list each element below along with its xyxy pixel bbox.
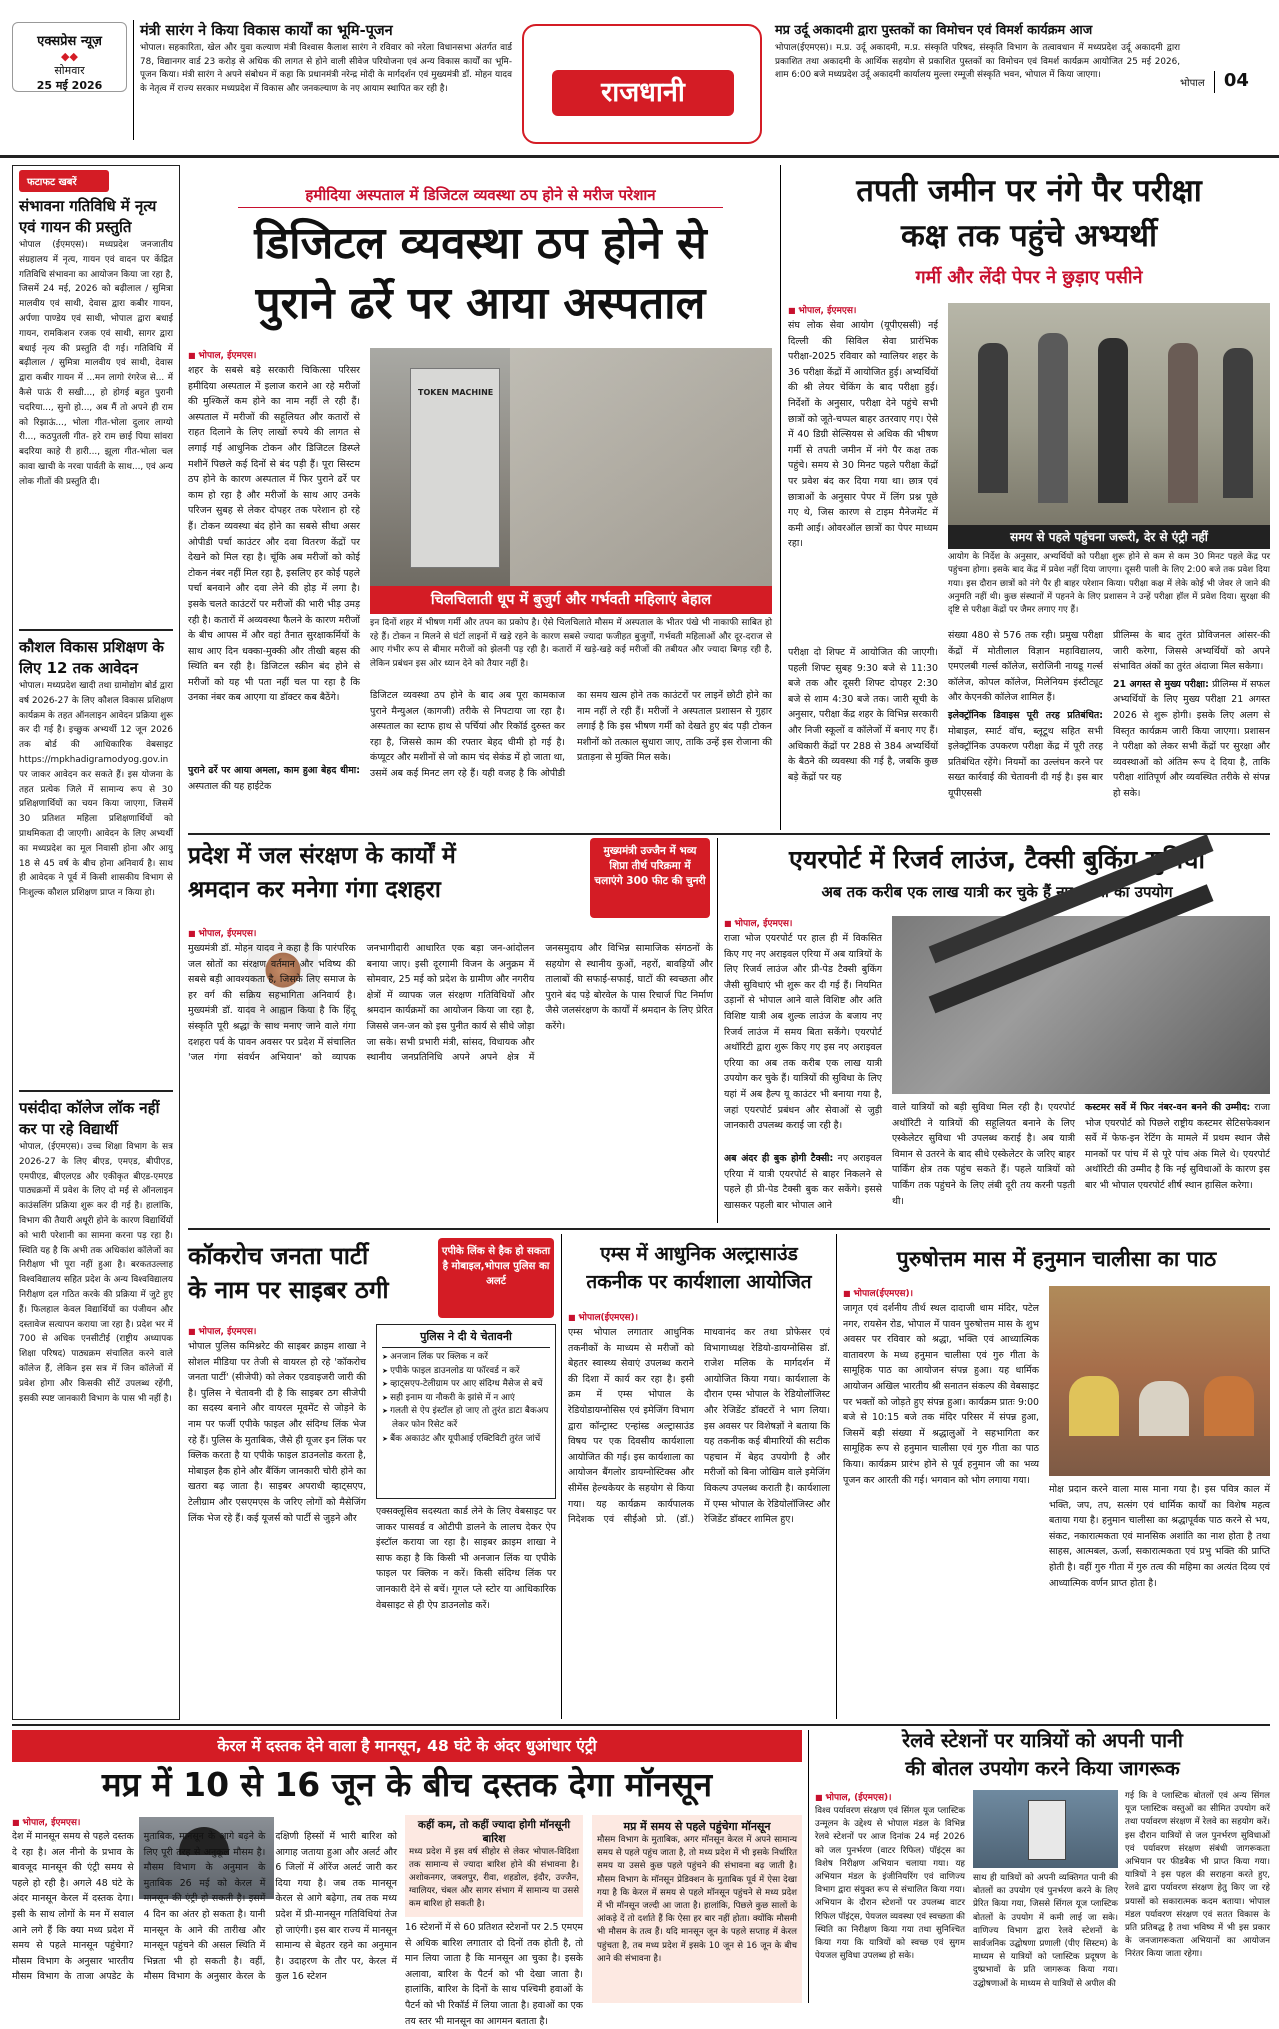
hospital-kicker: हमीदिया अस्पताल में डिजिटल व्यवस्था ठप होने से मरीज परेशान	[305, 186, 656, 204]
exam-story	[788, 165, 1270, 830]
exam-col1	[788, 303, 938, 828]
airport-headline: एयरपोर्ट में रिजर्व लाउंज, टैक्सी बुकिंग सुविधा	[789, 845, 1205, 874]
monsoon-right-box	[592, 1815, 802, 2003]
ganga-badge: मुख्यमंत्री उज्जैन में भव्य शिप्रा तीर्थ परिक्रमा में चलाएंगे 300 फीट की चुनरी	[590, 838, 710, 918]
page-number: 04	[1223, 70, 1249, 91]
hospital-headline-line1: डिजिटल व्यवस्था ठप होने से	[254, 218, 707, 269]
hospital-byline: ■ भोपाल, ईएमएस।	[188, 348, 360, 361]
monsoon-body: देश में मानसून समय से पहले दस्तक दे रहा है। अल नीनो के प्रभाव के बावजूद मानसून की एंट्री समय से पहले हो रही है। अगले 48 घंटे के अंदर मानसून केरल में दस्तक देगा। इसी के साथ लोगों के मन में सवाल आने लगे हैं कि क्या मध्य प्रदेश में समय से पहले मानसून पहुंचेगा? मौसम विभाग के अनुसार भारतीय मौसम विभाग के ताजा अपडेट के मुताबिक, मानसून के आगे बढ़ने के लिए पूरी तरह से अनुकूल मौसम है। मौसम विभाग के अनुमान के मुताबिक 26 मई को केरल में मानसून की एंट्री हो सकती है। इसमें 4 दिन का अंतर हो सकता है। यानी मानसून के आने की तारीख और मानसून पहुंचने की असल स्थिति में भिन्नता भी हो सकती है। वहीं, मौसम विभाग के अनुसार केरल के दक्षिणी हिस्सों में भारी बारिश को आगाह जताया हुआ और अलर्ट और 6 जिलों में ऑरेंज अलर्ट जारी कर दिया गया है। जब तक मानसून केरल से आगे बढ़ेगा, तब तक मध्य प्रदेश में प्री-मानसून गतिविधियां तेज हो जाएंगी। इस बार राज्य में मानसून सामान्य से बेहतर रहने का अनुमान है। उदाहरण के तौर पर, केरल में कुल 16 स्टेशन	[12, 1831, 397, 1983]
ganga-headline-line1: प्रदेश में जल संरक्षण के कार्यों में	[188, 843, 456, 869]
monsoon-side-box-head: कहीं कम, तो कहीं ज्यादा होगी मॉनसूनी बारिश	[417, 1819, 571, 1845]
exam-body-col2: संख्या 480 से 576 तक रही। प्रमुख परीक्षा केंद्रों में मोतीलाल विज्ञान महाविद्यालय, एमएलबी गर्ल्स कॉलेज, सरोजिनी नायडू गर्ल्स कॉलेज, कोपल कॉलेज, मिलेनियम इंस्टीट्यूट और केएनकी कॉलेज शामिल हैं।	[948, 630, 1103, 704]
exam-col3	[1113, 628, 1270, 828]
sidebar-story1-body: भोपाल (ईएमएस)। मध्यप्रदेश जनजातीय संग्रहालय में नृत्य, गायन एवं वादन पर केंद्रित गतिविधि संभावना का आयोजन किया जा रहा है, जिसमें 24 मई, 2026 को बढ़ीलाल / सुमित्रा मालवीय एवं साथी, देवास द्वारा कबीर गायन, अर्पणा पाण्डेय एवं साथी, भोपाल द्वारा बधाई गायन, रामकिशन रजक एवं साथी, सागर द्वारा बधाई नृत्य की प्रस्तुति दी गई। गतिविधि में बढ़ीलाल / सुमित्रा मालवीय एवं साथी, देवास द्वारा कबीर गायन में ...मन लागो रंगरेज से... में कैसे पाऊं री सखी..., हो होगई बहुत पुरानी चदरिया..., सुनो हो..., अब मैं तो अपने ही राम को रिझाऊं..., भोला गीत-भोला दुलार लाग्यो री..., कठपुतली गीत- हरे राम छाई पिया सांवरा बदरिया काहे री हारी..., झूला गीत-भोला चल कावा खाची के नरवा पार्वती के साथ..., एवं अन्य लोक गीतों की प्रस्तुति दी।	[19, 240, 173, 487]
hospital-story	[188, 165, 773, 830]
police-box-head: पुलिस ने दी ये चेतावनी	[382, 1329, 550, 1348]
token-machine-label: TOKEN MACHINE	[418, 388, 494, 397]
monsoon-banner: केरल में दस्तक देने वाला है मानसून, 48 घंटे के अंदर धुआंधार एंट्री	[12, 1730, 802, 1762]
monsoon-side-box	[405, 1815, 583, 1917]
arrow-bullet-icon: ➤	[382, 1393, 391, 1402]
police-warning-item: ➤ गलती से ऐप इंस्टॉल हो जाए तो तुरंत डाटा बैकअप लेकर फोन रिसेट करें	[382, 1406, 549, 1430]
top-right-body: भोपाल(ईएमएस)। म.प्र. उर्दू अकादमी, म.प्र. संस्कृति परिषद, संस्कृति विभाग के तत्वावधान में मध्यप्रदेश उर्दू अकादमी द्वारा प्रकाशित तथा अकादमी के आर्थिक सहयोग से प्रकाशित पुस्तकों का विमोचन एवं विमर्श कार्यक्रम आयोजित 25 मई 2026, शाम 6:00 बजे मध्यप्रदेश उर्दू अकादमी कार्यालय मुल्ला रम्मूजी संस्कृति भवन, भोपाल में किया जाएगा।	[775, 43, 1180, 81]
airport-subhead: अब अंदर ही बुक होगी टैक्सी:	[724, 1153, 834, 1164]
aiims-headline-line1: एम्स में आधुनिक अल्ट्रासाउंड	[600, 1243, 798, 1265]
hospital-body-rest: डिजिटल व्यवस्था ठप होने के बाद अब पूरा कामकाज पुराने मैन्युअल (कागजी) तरीके से निपटाया जा रहा है। अस्पताल का स्टाफ हाथ से पर्चियां और रिकॉर्ड दुरुस्त कर रहा है, जिससे काम की रफ्तार बेहद धीमी हो गई है। कंप्यूटर और मशीनों से जो काम चंद सेकंड में हो जाता था, उसमें अब कई मिनट लग रहे हैं। यही वजह है कि ओपीडी का समय खत्म होने तक काउंटरों पर लाइनें छोटी होने का नाम नहीं ले रही हैं। मरीजों ने अस्पताल प्रशासन से गुहार लगाई है कि इस भीषण गर्मी को देखते हुए बंद पड़ी टोकन मशीनों को तत्काल सुधारा जाए, ताकि उन्हें इस रोजाना की प्रताड़ना से मुक्ति मिल सके।	[370, 690, 772, 779]
aiims-headline-line2: तकनीक पर कार्यशाला आयोजित	[586, 1271, 812, 1293]
hanuman-story	[843, 1234, 1270, 1719]
hanuman-body2: मोक्ष प्रदान करने वाला मास माना गया है। इस पवित्र काल में भक्ति, जप, तप, सत्संग एवं धार्मिक कार्यों का विशेष महत्व बताया गया है। हनुमान चालीसा का श्रद्धापूर्वक पाठ करने से भय, संकट, नकारात्मकता एवं मानसिक अशांति का नाश होता है तथा साहस, आत्मबल, ऊर्जा, सकारात्मकता एवं प्रभु भक्ति की प्राप्ति होती है। वहीं गुरु गीता में गुरु तत्व की महिमा का अत्यंत दिव्य एवं आध्यात्मिक वर्णन प्राप्त होता है।	[1049, 1484, 1270, 1589]
railway-headline-line2: की बोतल उपयोग करने किया जागरूक	[905, 1757, 1180, 1780]
monsoon-byline: ■ भोपाल, ईएमएस।	[12, 1815, 137, 1828]
hanuman-byline: ■ भोपाल(ईएमएस)।	[843, 1286, 1039, 1299]
exam-body-col1: संघ लोक सेवा आयोग (यूपीएससी) नई दिल्ली की सिविल सेवा प्रारंभिक परीक्षा-2025 रविवार को ग्वालियर शहर के 36 परीक्षा केंद्रों में आयोजित हुई। अभ्यर्थियों की श्री लेयर चेकिंग के बाद परीक्षा हुई। निर्देशों के अनुसार, परीक्षा देने पहुंचे सभी छात्रों को जूते-चप्पल बाहर उतरवाए गए। ऐसे में 40 डिग्री सेल्सियस से अधिक की भीषण गर्मी से तपती जमीन में नंगे पैर कक्ष तक पहुंचे। समय से 30 मिनट पहले परीक्षा केंद्रों पर प्रवेश बंद कर दिया गया था। छात्र एवं छात्राओं के अनुसार पेपर में लिंग प्रश्न पूछे गए थे, जिस कारण से टाइम मैनेजमेंट में कमी आई। ओवरऑल छात्रों का पेपर माध्यम रहा।	[788, 320, 938, 550]
railway-byline: ■ भोपाल, (ईएमएस)।	[815, 1790, 965, 1803]
hanuman-photo	[1049, 1286, 1270, 1476]
exam-body-col2b: मोबाइल, स्मार्ट वॉच, ब्लूटूथ सहित सभी इलेक्ट्रॉनिक उपकरण परीक्षा केंद्र में पूरी तरह प्रतिबंधित रहेंगे। नियमों का उल्लंघन करने पर सख्त कार्रवाई की चेतावनी दी गई है। इस बार यूपीएससी	[948, 725, 1103, 799]
hospital-caption-body: इन दिनों शहर में भीषण गर्मी और तपन का प्रकोप है। ऐसे चिलचिलाते मौसम में अस्पताल के भीतर पंखे भी नाकाफी साबित हो रहे हैं। टोकन न मिलने से घंटों लाइनों में खड़े रहने के कारण सबसे ज्यादा फजीहत बुजुर्गों, गर्भवती महिलाओं और दूर-दराज से आए गंभीर रूप से बीमार मरीजों को झेलनी पड़ रही है। कतारों में खड़े-खड़े कई मरीजों की तबीयत और ज्यादा बिगड़ रही है, लेकिन प्रबंधन इस ओर ध्यान देने को तैयार नहीं है।	[370, 618, 772, 669]
railway-photo	[973, 1790, 1118, 1868]
railway-body3: गई कि वे प्लास्टिक बोतलों एवं अन्य सिंगल यूज प्लास्टिक वस्तुओं का सीमित उपयोग करें तथा पर्यावरण संरक्षण में रेलवे का सहयोग करें। इस दौरान यात्रियों से जल पुनर्भरण सुविधाओं एवं पर्यावरण संरक्षण संबंधी जागरूकता अभियान पर फीडबैक भी प्राप्त किया गया। यात्रियों ने इस पहल की सराहना करते हुए, रेलवे द्वारा पर्यावरण संरक्षण हेतु किए जा रहे प्रयासों को सकारात्मक कदम बताया। भोपाल मंडल पर्यावरण संरक्षण एवं सतत विकास के प्रति प्रतिबद्ध है तथा भविष्य में भी इस प्रकार के जनजागरूकता अभियानों का आयोजन निरंतर किया जाता रहेगा।	[1125, 1791, 1270, 1960]
exam-subhead3: 21 अगस्त से मुख्य परीक्षा:	[1113, 678, 1209, 690]
airport-byline: ■ भोपाल, ईएमएस।	[724, 916, 882, 929]
arrow-bullet-icon: ➤	[382, 1353, 391, 1361]
monsoon-headline: मप्र में 10 से 16 जून के बीच दस्तक देगा मॉनसून	[101, 1765, 713, 1804]
sidebar-story3-headline: पसंदीदा कॉलेज लॉक नहीं कर पा रहे विद्यार्थी	[19, 1099, 160, 1138]
railway-body2: साथ ही यात्रियों को अपनी व्यक्तिगत पानी की बोतलों का उपयोग एवं पुनर्भरण करने के लिए प्रेरित किया गया, जिससे सिंगल यूज प्लास्टिक बोतलों के उपयोग में कमी लाई जा सके। वाणिज्य विभाग द्वारा रेलवे स्टेशनों के सार्वजनिक उद्घोषणा प्रणाली (पीए सिस्टम) के माध्यम से यात्रियों को प्लास्टिक प्रदूषण के दुष्प्रभावों के प्रति जागरूक किया गया। उद्घोषणाओं के माध्यम से यात्रियों से अपील की	[973, 1873, 1118, 1989]
aiims-story	[568, 1234, 830, 1719]
cockroach-byline: ■ भोपाल, ईएमएस।	[188, 1324, 366, 1337]
police-warning-item: ➤ व्हाट्सएप-टेलीग्राम पर आए संदिग्ध मैसेज से बचें	[382, 1379, 543, 1390]
logo-mark-icon: ◆◆	[61, 50, 78, 63]
aiims-body-wrap	[568, 1310, 830, 1717]
hospital-photo	[370, 348, 772, 586]
exam-byline: ■ भोपाल, ईएमएस।	[788, 303, 938, 316]
arrow-bullet-icon: ➤	[382, 1434, 391, 1443]
hospital-subhead: पुराने ढर्रे पर आया अमला, काम हुआ बेहद धीमा:	[188, 765, 360, 776]
arrow-bullet-icon: ➤	[382, 1407, 391, 1416]
airport-body1: राजा भोज एयरपोर्ट पर हाल ही में विकसित किए गए नए अराइवल एरिया में अब यात्रियों के लिए रिजर्व लाउंज और प्री-पेड टैक्सी बुकिंग जैसी सुविधाएं भी शुरू कर दी गई हैं। नियमित उड़ानों से भोपाल आने वाले विशिष्ट और अति विशिष्ट यात्री अब शुल्क लाउंज के बजाय नए रिजर्व लाउंज में समय बिता सकेंगे। एयरपोर्ट अथॉरिटी द्वारा शुरू किए गए इस नए अराइवल एरिया का अब तक करीब एक लाख यात्री उपयोग कर चुके हैं। यात्रियों की सुविधा के लिए यहां में अब हैल्प यू काउंटर भी बनाया गया है, जहां एयरपोर्ट प्रबंधन और सेवाओं से जुड़ी जानकारी उपलब्ध कराई जा रही है।	[724, 933, 882, 1132]
police-warning-item: ➤ सही इनाम या नौकरी के झांसे में न आएं	[382, 1392, 515, 1403]
cockroach-col1	[188, 1324, 366, 1717]
airport-story	[724, 838, 1270, 1223]
cockroach-body1: भोपाल पुलिस कमिश्नरेट की साइबर क्राइम शाखा ने सोशल मीडिया पर तेजी से वायरल हो रहे 'कॉकरोच जनता पार्टी' (सीजेपी) को लेकर एडवाइजरी जारी की है। पुलिस ने चेतावनी दी है कि साइबर ठग सीजेपी का सदस्य बनाने और वायरल मूवमेंट से जोड़ने के नाम पर फर्जी एपीके फाइल और संदिग्ध लिंक भेज रहे हैं। पुलिस के मुताबिक, जैसे ही यूजर इन लिंक पर क्लिक करता है या एपीके फाइल डाउनलोड करता है, मोबाइल हैक होने और बैंकिंग जानकारी चोरी होने का खतरा बढ़ जाता है। साइबर अपराधी व्हाट्सएप, टेलीग्राम और एसएमएस के जरिए लोगों को मैसेजिंग लिंक भेज रहे हैं। कई यूजर्स को पार्टी से जुड़ने और	[188, 1341, 367, 1524]
railway-body1: विश्व पर्यावरण संरक्षण एवं सिंगल यूज प्लास्टिक उन्मूलन के उद्देश्य से भोपाल मंडल के विभिन्न रेलवे स्टेशनों पर आज दिनांक 24 मई 2026 को जल पुनर्भरण (वाटर रिफिल) पॉइंट्स का विशेष निरीक्षण अभियान चलाया गया। यह अभियान मंडल के इंजीनियरिंग एवं वाणिज्य विभाग द्वारा संयुक्त रूप से संचालित किया गया। अभियान के दौरान स्टेशनों पर उपलब्ध वाटर रिफिल पॉइंट्स, पेयजल व्यवस्था एवं स्वच्छता की स्थिति का निरीक्षण किया गया तथा सुनिश्चित किया गया कि यात्रियों को स्वच्छ एवं सुगम पेयजल सुविधा उपलब्ध हो सके।	[815, 1806, 965, 1962]
railway-col1	[815, 1790, 965, 2003]
exam-body-col3: प्रीलिम्स के बाद तुरंत प्रोविजनल आंसर-की जारी करेगा, जिससे अभ्यर्थियों को अपने संभावित अंकों का तुरंत अंदाजा मिल सकेगा।	[1113, 630, 1270, 673]
airport-deck: अब तक करीब एक लाख यात्री कर चुके हैं नए एरिया का उपयोग	[821, 883, 1173, 901]
police-warning-item: ➤ एपीके फाइल डाउनलोड या फॉरवर्ड न करें	[382, 1365, 520, 1376]
hospital-body-col1: शहर के सबसे बड़े सरकारी चिकित्सा परिसर हमीदिया अस्पताल में इलाज कराने आ रहे मरीजों की मुश्किलें कम होने का नाम नहीं ले रही हैं। अस्पताल में मरीजों की सहूलियत और कतारों से राहत दिलाने के लिए लाखों रुपये की लागत से लगाई गई आधुनिक टोकन और डिजिटल डिस्प्ले मशीनें पिछले कई दिनों से बंद पड़ी हैं। पूरा सिस्टम ठप होने के कारण अस्पताल में फिर पुराने ढर्रे पर काम हो रहा है और मरीजों के साथ आए उनके परिजन सुबह से लेकर दोपहर तक परेशान हो रहे हैं। टोकन व्यवस्था बंद होने का सबसे सीधा असर ओपीडी पर्चा काउंटर और दवा वितरण केंद्रों पर देखने को मिल रहा है। चूंकि अब मरीजों को कोई टोकन नंबर नहीं मिल रहा है, इसलिए हर कोई पहले पर्चा बनवाने और दवा लेने की होड़ में लगा है। इसके चलते काउंटरों पर मरीजों की भारी भीड़ उमड़ रही है। कतारों में अव्यवस्था फैलने के कारण मरीजों के बीच आपस में और वहां तैनात सुरक्षाकर्मियों के साथ आए दिन धक्का-मुक्की और तीखी बहस की स्थिति बन रही है। डिजिटल स्क्रीन बंद होने से मरीजों को यह भी पता नहीं चल पा रहा है कि उनका नंबर कब आएगा या डॉक्टर कब बैठेंगे।	[188, 365, 360, 704]
airport-col4	[1085, 1100, 1270, 1221]
police-warning-item: ➤ बैंक अकाउंट और यूपीआई एक्टिविटी तुरंत जांचें	[382, 1433, 541, 1444]
ganga-byline: ■ भोपाल, ईएमएस।	[188, 926, 313, 939]
city-label: भोपाल	[1180, 78, 1205, 89]
airport-col1	[724, 916, 882, 1221]
police-warning-item: ➤ अनजान लिंक पर क्लिक न करें	[382, 1352, 488, 1362]
sidebar-story2-body: भोपाल। मध्यप्रदेश खादी तथा ग्रामोद्योग बोर्ड द्वारा वर्ष 2026-27 के लिए कौशल विकास प्रशिक्षण कार्यक्रम के तहत ऑनलाइन आवेदन प्रक्रिया शुरू कर दी गई है। इच्छुक अभ्यर्थी 12 जून 2026 तक बोर्ड की आधिकारिक वेबसाइट https://mpkhadigramodyog.gov.in पर जाकर आवेदन कर सकते हैं। इस योजना के तहत प्रत्येक जिले में सामान्य रूप से 30 प्रशिक्षणार्थियों का चयन किया जाएगा, जिसमें 30 प्रतिशत महिला प्रशिक्षणार्थियों को प्राथमिकता दी जाएगी। आवेदन के लिए अभ्यर्थी का मध्यप्रदेश का मूल निवासी होना और आयु 18 से 45 वर्ष के बीच होना अनिवार्य है। साथ ही आवेदक ने पूर्व में किसी शासकीय विभाग से निःशुल्क कौशल प्रशिक्षण प्राप्त न किया हो।	[19, 681, 173, 899]
airport-body2: नए अराइवल एरिया में यात्री एयरपोर्ट से बाहर निकलने से पहले ही प्री-पेड टैक्सी बुक कर सकेंगे। इससे खासकर पहली बार भोपाल आने	[724, 1153, 882, 1211]
aiims-body: एम्स भोपाल लगातार आधुनिक तकनीकों के माध्यम से मरीजों को बेहतर स्वास्थ्य सेवाएं उपलब्ध कराने की दिशा में कार्य कर रहा है। इसी क्रम में एम्स भोपाल के रेडियोडायग्नोसिस एवं इमेजिंग विभाग द्वारा कॉन्ट्रास्ट एन्हांस्ड अल्ट्रासाउंड विषय पर एक दिवसीय कार्यशाला आयोजित की गई। इस कार्यशाला का आयोजन बैंगलोर डायग्नोस्टिक्स और सीमेंस हेल्थकेयर के सहयोग से किया गया। यह कार्यक्रम कार्यपालक निदेशक एवं सीईओ प्रो. (डॉ.) माधवानंद कर तथा प्रोफेसर एवं विभागाध्यक्ष रेडियो-डायग्नोसिस डॉ. राजेश मलिक के मार्गदर्शन में आयोजित किया गया। कार्यशाला के दौरान एम्स भोपाल के रेडियोलॉजिस्ट और रेजिडेंट डॉक्टरों ने भाग लिया। इस अवसर पर विशेषज्ञों ने बताया कि यह तकनीक कई बीमारियों की सटीक पहचान में बेहद उपयोगी है और मरीजों को बिना जोखिम वाले इमेजिंग विकल्प उपलब्ध कराती है। कार्यशाला में एम्स भोपाल के रेडियोलॉजिस्ट और रेजिडेंट डॉक्टर शामिल हुए।	[568, 1327, 830, 1526]
police-warning-list	[382, 1351, 550, 1446]
cockroach-headline-line2: के नाम पर साइबर ठगी	[188, 1276, 389, 1304]
hanuman-headline: पुरुषोत्तम मास में हनुमान चालीसा का पाठ	[896, 1247, 1217, 1271]
section-banner	[522, 24, 762, 144]
sidebar-label: फटाफट खबरें	[19, 170, 109, 192]
page-meta	[1180, 70, 1275, 100]
exam-body-col3b: प्रीलिम्स में सफल अभ्यर्थियों के लिए मुख्य परीक्षा 21 अगस्त 2026 से शुरू होगी। इसके लिए अलग से विस्तृत कार्यक्रम जारी किया जाएगा। प्रशासन ने परीक्षा को लेकर सभी केंद्रों पर सुरक्षा और व्यवस्थाओं को अंतिम रूप दे दिया है, ताकि परीक्षा शांतिपूर्ण और व्यवस्थित तरीके से संपन्न हो सके।	[1113, 678, 1270, 799]
exam-photo-caption-body: आयोग के निर्देश के अनुसार, अभ्यर्थियों को परीक्षा शुरू होने से कम से कम 30 मिनट पहले केंद्र पर पहुंचना होगा। इसके बाद केंद्र में प्रवेश नहीं दिया जाएगा। दूसरी पाली के लिए 2:00 बजे तक प्रवेश दिया गया। इस दौरान छात्रों को नंगे पैर ही बाहर परेशान किया। परीक्षा कक्ष में लेके कोई भी जेवर ले जाने की अनुमति नहीं थी। कुछ संस्थानों में पहनने के लिए प्रशासन ने उन्हें परीक्षा हॉल में प्रवेश दिया। सुरक्षा की दृष्टि से परीक्षा केंद्रों पर जैमर लगाए गए हैं।	[948, 552, 1270, 616]
issue-day: सोमवार	[54, 64, 85, 77]
paper-logo-box	[12, 22, 127, 92]
top-right-headline: मप्र उर्दू अकादमी द्वारा पुस्तकों का विमोचन एवं विमर्श कार्यक्रम आज	[775, 23, 1093, 38]
top-left-story	[140, 22, 512, 142]
hospital-headline-line2: पुराने ढर्रे पर आया अस्पताल	[255, 278, 706, 329]
exam-subhead2: इलेक्ट्रॉनिक डिवाइस पूरी तरह प्रतिबंधित:	[948, 709, 1103, 721]
sidebar-story3-body: भोपाल, (ईएमएस)। उच्च शिक्षा विभाग के सत्र 2026-27 के लिए बीएड, एमएड, बीपीएड, एमपीएड, बीएलएड और एकीकृत बीएड-एमएड पाठ्यक्रमों में प्रवेश के लिए दो मई से ऑनलाइन काउंसलिंग प्रक्रिया शुरू कर दी गई है। हालांकि, विभाग की तैयारी अधूरी होने के कारण विद्यार्थियों को भारी परेशानी का सामना करना पड़ रहा है। स्थिति यह है कि अभी तक अधिकांश कॉलेजों का निरीक्षण भी पूरा नहीं हुआ है। बरकतउल्लाह विश्वविद्यालय सहित प्रदेश के अन्य विश्वविद्यालय निरीक्षण दल गठित करके की प्रक्रिया में जुटे हुए हैं। फिलहाल केवल विद्यार्थियों का पंजीयन और दस्तावेज सत्यापन कराया जा रहा है। प्रदेश भर में 700 से अधिक एनसीटीई (राष्ट्रीय अध्यापक शिक्षा परिषद) पाठ्यक्रम संचालित करने वाले कॉलेज हैं, लेकिन इस सत्र में जिन कॉलेजों में प्रवेश होगा और किसकी सीटें उपलब्ध रहेंगी, इसकी स्पष्ट जानकारी विभाग के पास भी नहीं है।	[19, 1142, 173, 1404]
ganga-story	[188, 838, 713, 1223]
railway-headline-line1: रेलवे स्टेशनों पर यात्रियों को अपनी पानी	[902, 1729, 1183, 1752]
monsoon-right-box-body: मौसम विभाग के मुताबिक, अगर मॉनसून केरल में अपने सामान्य समय से पहले पहुंच जाता है, तो मध्य प्रदेश में भी इसके निर्धारित समय या उससे कुछ पहले पहुंचने की संभावना बढ़ जाती है। मौसम विभाग के मॉनसून प्रेडिक्शन के मुताबिक पूर्व में ऐसा देखा गया है कि केरल में समय से पहले मॉनसून पहुंचने से मध्य प्रदेश में भी मॉनसून जल्दी आ जाता है। हालांकि, पिछले कुछ सालों के आंकड़े दें तो दर्शाते हैं कि ऐसा हर बार नहीं होता। क्योंकि मौसमी भी मौसम के तत्व हैं। यदि मानसून जून के पहले सप्ताह में केरल पहुंचता है, तब मध्य प्रदेश में इसके 10 जून से 16 जून के बीच आने की संभावना है।	[597, 1835, 797, 1964]
cockroach-headline-line1: कॉकरोच जनता पार्टी	[188, 1242, 369, 1270]
issue-date: 25 मई 2026	[36, 79, 103, 92]
exam-body-col1b: परीक्षा दो शिफ्ट में आयोजित की जाएगी। पहली शिफ्ट सुबह 9:30 बजे से 11:30 बजे तक और दूसरी शिफ्ट दोपहर 2:30 बजे से शाम 4:30 बजे तक। जारी सूची के अनुसार, परीक्षा केंद्र शहर के विभिन्न सरकारी और निजी स्कूलों व कॉलेजों में बनाए गए हैं। अधिकारी केंद्रों पर 288 से 384 अभ्यर्थियों के बैठने की व्यवस्था की गई है, जबकि कुछ बड़े केंद्रों पर यह	[788, 647, 938, 783]
exam-col2	[948, 628, 1103, 828]
ganga-body1: मुख्यमंत्री डॉ. मोहन यादव ने कहा है कि पारंपरिक जल स्रोतों का संरक्षण वर्तमान और भविष्य की सबसे बड़ी आवश्यकता है, जिसके लिए समाज के हर वर्ग की सक्रिय सहभागिता अनिवार्य है। मुख्यमंत्री डॉ. यादव ने आह्वान किया है कि हिंदू संस्कृति पूरी श्रद्धा के साथ मनाए जाने वाले गंगा दशहरा पर्व के पावन अवसर पर प्रदेश में संचालित 'जल गंगा संवर्धन अभियान' को व्यापक जनभागीदारी आधारित एक बड़ा जन-आंदोलन बनाया जाए। इसी दूरगामी विजन के अनुक्रम में सोमवार, 25 मई को प्रदेश के ग्रामीण और नगरीय क्षेत्रों में व्यापक जल संरक्षण गतिविधियों और श्रमदान कार्यक्रमों का आयोजन किया जा रहा है, जिससे जन-जन को इस पुनीत कार्य से सीधे जोड़ा जा सके। सभी प्रभारी मंत्री, सांसद, विधायक और स्थानीय जनप्रतिनिधि अपने अपने क्षेत्र में जनसमुदाय और विभिन्न सामाजिक संगठनों के सहयोग से स्थानीय कुओं, नहरों, बावड़ियों और तालाबों की सफाई-सफाई, घाटों की स्वच्छता और पुराने बंद पड़े बोरवेल के पास रिचार्ज पिट निर्माण जैसे जलसंरक्षण के कार्यों में श्रमदान के लिए प्रेरित करेंगे।	[188, 943, 713, 1064]
hospital-caption-head: चिलचिलाती धूप में बुजुर्ग और गर्भवती महिलाएं बेहाल	[370, 586, 772, 614]
cockroach-badge: एपीके लिंक से हैक हो सकता है मोबाइल,भोपाल पुलिस का अलर्ट	[438, 1238, 554, 1318]
monsoon-body2: 16 स्टेशनों में से 60 प्रतिशत स्टेशनों पर 2.5 एमएम से अधिक बारिश लगातार दो दिनों तक होती है, तो मान लिया जाता है कि मानसून आ चुका है। इसके अलावा, बारिश के पैटर्न को भी देखा जाता है। हालांकि, बारिश के दिनों के साथ पश्चिमी हवाओं के पैटर्न को भी रिकॉर्ड में लिया जाता है। हवाओं का एक तय स्तर भी मानसून का आगमन बताता है।	[405, 1922, 583, 2027]
top-left-headline: मंत्री सारंग ने किया विकास कार्यों का भूमि-पूजन	[140, 23, 393, 39]
monsoon-side-box-body: मध्य प्रदेश में इस वर्ष सीहोर से लेकर भोपाल-विदिशा तक सामान्य से ज्यादा बारिश होने की संभावना है। अशोकनगर, जबलपुर, रीवा, शहडोल, इंदौर, उज्जैन, ग्वालियर, चंबल और सागर संभाग में सामान्य या उससे कम बारिश हो सकती है।	[409, 1847, 579, 1909]
monsoon-right-box-head: मप्र में समय से पहले पहुंचेगा मॉनसून	[623, 1820, 771, 1833]
exam-photo-caption-head: समय से पहले पहुंचना जरूरी, देर से एंट्री नहीं	[948, 525, 1270, 549]
exam-deck: गर्मी और लेंदी पेपर ने छुड़ाए पसीने	[915, 267, 1143, 288]
top-right-story	[775, 22, 1180, 142]
airport-body4: राजा भोज एयरपोर्ट को पिछले राष्ट्रीय कस्टमर सेटिसफेक्शन सर्वे में फेफ-इन रेटिंग के मामले में प्रथम स्थान जैसे मानकों पर पांच में से पूरे पांच अंक मिले थे। एयरपोर्ट अथॉरिटी की उम्मीद है कि नई सुविधाओं के कारण इस बार भी भोपाल एयरपोर्ट शीर्ष स्थान हासिल करेगा।	[1085, 1102, 1271, 1191]
monsoon-story	[12, 1815, 802, 2027]
police-warning-box	[376, 1324, 556, 1499]
masthead	[0, 0, 1279, 160]
airport-photo	[892, 916, 1270, 1094]
sidebar-story1-headline: संभावना गतिविधि में नृत्य एवं गायन की प्रस्तुति	[19, 197, 157, 236]
hospital-body-col1b: अस्पताल की यह हाईटेक	[188, 780, 272, 792]
airport-body3: वाले यात्रियों को बड़ी सुविधा मिल रही है। एयरपोर्ट अथॉरिटी ने यात्रियों की सहूलियत बनाने के लिए एस्केलेटर सुविधा भी उपलब्ध कराई है। अब यात्री विमान से उतरने के बाद सीधे एस्केलेटर के जरिए बाहर पार्किंग क्षेत्र तक पहुंच सकते हैं। पहले यात्रियों को पार्किंग तक पहुंचने के लिए लंबी दूरी तय करनी पड़ती थी।	[892, 1102, 1075, 1207]
cockroach-story	[188, 1234, 556, 1719]
sidebar-story2-headline: कौशल विकास प्रशिक्षण के लिए 12 तक आवेदन	[19, 638, 164, 677]
arrow-bullet-icon: ➤	[382, 1380, 391, 1389]
exam-headline-line2: कक्ष तक पहुंचे अभ्यर्थी	[900, 218, 1158, 254]
top-left-body: भोपाल। सहकारिता, खेल और युवा कल्याण मंत्री विश्वास कैलाश सारंग ने रविवार को नरेला विधानसभा अंतर्गत वार्ड 78, विद्यानगर वार्ड 23 करोड़ से अधिक की लागत से होने वाली सीवेज परियोजना एवं अन्य विकास कार्यों का भूमि-पूजन किया। मंत्री सारंग ने अपने संबोधन में कहा कि प्रधानमंत्री नरेन्द्र मोदी के मार्गदर्शन एवं मुख्यमंत्री डॉ. मोहन यादव के नेतृत्व में राज्य सरकार मध्यप्रदेश में विकास और जनकल्याण के नए आयाम स्थापित कर रही है।	[140, 43, 512, 94]
airport-subhead4: कस्टमर सर्वे में फिर नंबर-वन बनने की उम्मीद:	[1085, 1102, 1251, 1113]
hanuman-body1: जागृत एवं दर्शनीय तीर्थ स्थल दादाजी धाम मंदिर, पटेल नगर, रायसेन रोड, भोपाल में पावन पुरुषोत्तम मास के शुभ अवसर पर रविवार को श्रद्धा, भक्ति एवं आध्यात्मिक वातावरण के मध्य हनुमान चालीसा एवं गुरु गीता के सामूहिक पाठ का आयोजन संपन्न हुआ। यह धार्मिक आयोजन अखिल भारतीय श्री सनातन संकल्प की वेबसाइट पर भक्तों को जोड़ते हुए संपन्न हुआ। कार्यक्रम प्रातः 9:00 बजे से 10:15 बजे तक मंदिर परिसर में संपन्न हुआ, जिसमें बड़ी संख्या में श्रद्धालुओं ने सहभागिता कर सामूहिक रूप से हनुमान चालीसा एवं गुरु गीता का पाठ किया। कार्यक्रम प्रारंभ होने से पूर्व हनुमान जी का भव्य पूजन कर आरती की गई। भगवान को भोग लगाया गया।	[843, 1303, 1039, 1486]
paper-name: एक्सप्रेस न्यूज़	[37, 34, 102, 49]
exam-headline-line1: तपती जमीन पर नंगे पैर परीक्षा	[856, 173, 1202, 209]
hospital-col1	[188, 348, 360, 828]
ganga-headline-line2: श्रमदान कर मनेगा गंगा दशहरा	[188, 877, 441, 903]
section-title: राजधानी	[552, 70, 734, 116]
aiims-byline: ■ भोपाल(ईएमएस)।	[568, 1310, 830, 1323]
arrow-bullet-icon: ➤	[382, 1366, 391, 1375]
hanuman-col1	[843, 1286, 1039, 1717]
exam-photo	[948, 303, 1270, 525]
sidebar	[12, 165, 180, 1720]
railway-story	[815, 1730, 1270, 2003]
cockroach-body2: एक्सक्लूसिव सदस्यता कार्ड लेने के लिए वेबसाइट पर जाकर पासवर्ड व ओटीपी डालने के लालच देकर ऐप इंस्टॉल कराया जा रहा है। साइबर क्राइम शाखा ने साफ कहा है कि किसी भी अनजान लिंक या एपीके फाइल पर क्लिक न करें। किसी संदिग्ध लिंक पर जानकारी देने से बचें। गूगल प्ले स्टोर या आधिकारिक वेबसाइट से ही ऐप डाउनलोड करें।	[376, 1506, 556, 1611]
